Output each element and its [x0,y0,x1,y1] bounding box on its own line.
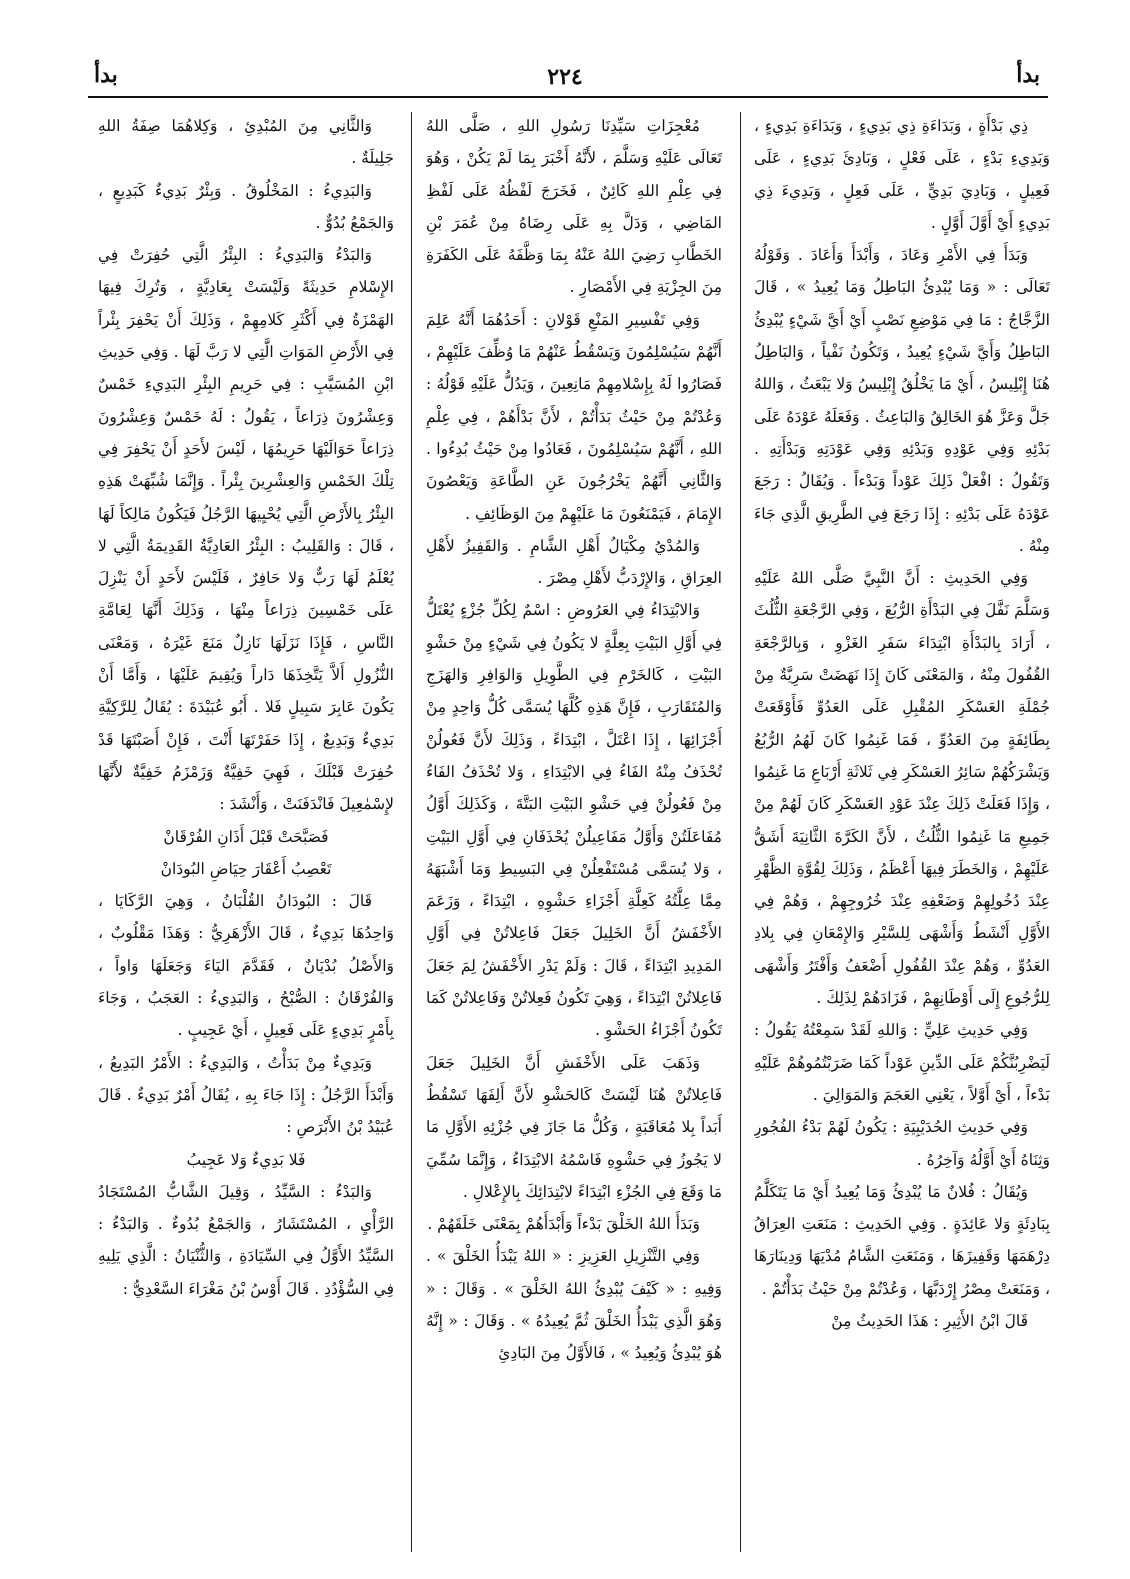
paragraph: وَفِي حَدِيثِ عَلِيٍّ : وَاللهِ لَقَدْ سَمِعْتُهُ يَقُولُ : لَيَضْرِبُنَّكُمْ عَلَى الدِّينِ عَوْداً كَمَا ضَرَبْتُمُوهُمْ عَلَيْهِ بَدْءاً ، أَيْ أَوَّلاً ، يَعْنِي العَجَمَ وَالمَوَالِيَ . [754,1021,1050,1104]
paragraph: وَيُقَالُ : فُلانٌ مَا يُبْدِئُ وَمَا يُعِيدُ أَيْ مَا يَتَكَلَّمُ بِبَادِئَةٍ وَلا عَائِدَةٍ . وَفِي الحَدِيثِ : مَنَعَتِ العِرَاقُ دِرْهَمَهَا وَقَفِيزَهَا ، وَمَنَعَتِ الشَّامُ مُدْيَهَا وَدِينَارَهَا ، وَمَنَعَتْ مِصْرُ إِرْدَبَّهَا ، وَعُدْتُمْ مِنْ حَيْثُ بَدَأْتُمْ . [754,1182,1050,1298]
column-right [754,110,1050,1560]
column-left [98,110,394,1560]
paragraph: وَالابْتِدَاءُ فِي العَرُوضِ : اسْمٌ لِكُلِّ جُزْءٍ يُعْتَلُّ فِي أَوَّلِ البَيْتِ بِعِلَّةٍ لا يَكُونُ فِي شَيْءٍ مِنْ حَشْوِ البَيْتِ ، كَالخَرْمِ فِي الطَّوِيلِ وَالوَافِرِ وَالهَزَجِ وَالمُتَقَارَبِ ، فَإِنَّ هَذِهِ كُلَّهَا يُسَمَّى كُلُّ وَاحِدٍ مِنْ أَجْزَائِهَا ، إِذَا اعْتَلَّ ، ابْتِدَاءً ، وَذَلِكَ لأَنَّ فَعُولُنْ تُحْذَفُ مِنْهُ الفَاءُ فِي الابْتِدَاءِ ، وَلا تُحْذَفُ الفَاءُ مِنْ فَعُولُنْ فِي حَشْوِ البَيْتِ البَتَّةَ ، وَكَذَلِكَ أَوَّلُ مُفَاعَلَتُنْ وَأَوَّلُ مَفَاعِيلُنْ يُحْذَفَانِ فِي أَوَّلِ البَيْتِ ، وَلا يُسَمَّى مُسْتَفْعِلُنْ فِي البَسِيطِ وَمَا أَشْبَهَهُ مِمَّا عِلَّتُهُ كَعِلَّةِ أَجْزَاءِ حَشْوِهِ ، ابْتِدَاءً ، وَزَعَمَ الأَخْفَشُ أَنَّ الخَلِيلَ جَعَلَ فَاعِلاتُنْ فِي أَوَّلِ المَدِيدِ ابْتِدَاءً ، قَالَ : وَلَمْ يَدْرِ الأَخْفَشُ لِمَ جَعَلَ فَاعِلاتُنْ ابْتِدَاءً ، وَهِيَ تَكُونُ فَعِلاتُنْ وَفَاعِلاتُنْ كَمَا تَكُونُ أَجْزَاءُ الحَشْوِ . [426,601,722,1040]
paragraph: وَالبَدْءُ وَالبَدِيءُ : البِئْرُ الَّتِي حُفِرَتْ فِي الإِسْلامِ حَدِيثَةً وَلَيْسَتْ بِعَادِيَّةٍ ، وَتُرِكَ فِيهَا الهَمْزَةُ فِي أَكْثَرِ كَلامِهِمْ ، وَذَلِكَ أَنْ يَحْفِرَ بِئْراً فِي الأَرْضِ المَوَاتِ الَّتِي لا رَبَّ لَهَا . وَفِي حَدِيثِ ابْنِ المُسَيَّبِ : فِي حَرِيمِ البِئْرِ البَدِيءِ خَمْسٌ وَعِشْرُونَ ذِرَاعاً ، يَقُولُ : لَهُ خَمْسٌ وَعِشْرُونَ ذِرَاعاً حَوَالَيْهَا حَرِيمُهَا ، لَيْسَ لأَحَدٍ أَنْ يَحْفِرَ فِي تِلْكَ الخَمْسِ وَالعِشْرِينَ بِئْراً . وَإِنَّمَا شُبِّهَتْ هَذِهِ البِئْرُ بِالأَرْضِ الَّتِي يُحْيِيهَا الرَّجُلُ فَيَكُونُ مَالِكاً لَهَا ، قَالَ : وَالقَلِيبُ : البِئْرُ العَادِيَّةُ القَدِيمَةُ الَّتِي لا يُعْلَمُ لَهَا رَبٌّ وَلا حَافِرٌ ، فَلَيْسَ لأَحَدٍ أَنْ يَنْزِلَ عَلَى خَمْسِينَ ذِرَاعاً مِنْهَا ، وَذَلِكَ أَنَّهَا لِعَامَّةِ النَّاسِ ، فَإِذَا نَزَلَهَا نَازِلٌ مَنَعَ غَيْرَهُ ، وَمَعْنَى النُّزُولِ أَلاَّ يَتَّخِذَهَا دَاراً وَيُقِيمَ عَلَيْهَا ، وَأَمَّا أَنْ يَكُونَ عَابِرَ سَبِيلٍ فَلا . أَبُو عُبَيْدَةَ : يُقَالُ لِلرَّكِيَّةِ بَدِيءٌ وَبَدِيعٌ ، إِذَا حَفَرْتَهَا أَنْتَ ، فَإِنْ أَصَبْتَهَا قَدْ حُفِرَتْ قَبْلَكَ ، فَهِيَ خَفِيَّةٌ وَزَمْزَمُ خَفِيَّةٌ لأَنَّهَا لإِسْمٰعِيلَ فَانْدَفَنَتْ ، وَأَنْشَدَ : [98,246,394,814]
paragraph: قَالَ : البُودَانُ القُلْبَانُ ، وَهِيَ الرَّكَايَا ، وَاحِدُهَا بَدِيءٌ ، قَالَ الأَزْهَرِيُّ : وَهَذَا مَقْلُوبٌ ، وَالأَصْلُ بُدْيَانٌ ، فَقَدَّمَ اليَاءَ وَجَعَلَهَا وَاواً ، وَالفُرْقَانُ : الصُّبْحُ ، وَالبَدِيءُ : العَجَبُ ، وَجَاءَ بِأَمْرٍ بَدِيءٍ عَلَى فَعِيلٍ ، أَيْ عَجِيبٍ . [98,892,394,1040]
column-middle [426,110,722,1560]
verse-line: فَلا بَدِيءٌ وَلا عَجِيبُ [186,1150,306,1169]
paragraph: وَالثَّانِي مِنَ المُبْدِئِ ، وَكِلاهُمَا صِفَةُ اللهِ جَلِيلَةٌ . [98,117,394,168]
column-divider [740,112,741,1552]
paragraph: وَبَدِيءٌ مِنْ بَدَأْتُ ، وَالبَدِيءُ : الأَمْرُ البَدِيعُ ، وَأَبْدَأَ الرَّجُلُ : إِذَا جَاءَ بِهِ ، يُقَالُ أَمْرٌ بَدِيءٌ . قَالَ عُبَيْدُ بْنُ الأَبْرَصِ : [98,1053,394,1137]
paragraph: وَبَدَأَ فِي الأَمْرِ وَعَادَ ، وَأَبْدَأَ وَأَعَادَ . وَقَوْلُهُ تَعَالَى : « وَمَا يُبْدِئُ البَاطِلُ وَمَا يُعِيدُ » ، قَالَ الزَّجَّاجُ : مَا فِي مَوْضِعِ نَصْبٍ أَيْ أَيَّ شَيْءٍ يُبْدِئُ البَاطِلُ وَأَيَّ شَيْءٍ يُعِيدُ ، وَتَكُونُ نَفْياً ، وَالبَاطِلُ هُنَا إِبْلِيسُ ، أَيْ مَا يَخْلُقُ إِبْلِيسُ وَلا يَبْعَثُ ، وَاللهُ جَلَّ وَعَزَّ هُوَ الخَالِقُ وَالبَاعِثُ . وَفَعَلَهُ عَوْدَهُ عَلَى بَدْئِهِ وَفِي عَوْدِهِ وَبَدْئِهِ وَفِي عَوْدَتِهِ وَبَدْأَتِهِ . وَتَقُولُ : افْعَلْ ذَلِكَ عَوْداً وَبَدْءاً . وَيُقَالُ : رَجَعَ عَوْدَهُ عَلَى بَدْئِهِ : إِذَا رَجَعَ فِي الطَّرِيقِ الَّذِي جَاءَ مِنْهُ . [754,246,1050,555]
paragraph: وَالمُدْيُ مِكْيَالُ أَهْلِ الشَّامِ . وَالقَفِيزُ لأَهْلِ العِرَاقِ ، وَالإِرْدَبُّ لأَهْلِ مِصْرَ . [426,536,722,588]
paragraph: وَالبَدْءُ : السَّيِّدُ ، وَقِيلَ الشَّابُّ المُسْتَجَادُ الرَّأْيِ ، المُسْتَشَارُ ، وَالجَمْعُ بُدُوءٌ . وَالبَدْءُ : السَّيِّدُ الأَوَّلُ فِي السِّيَادَةِ ، وَالثُّنْيَانُ : الَّذِي يَلِيهِ فِي السُّؤْدُدِ . قَالَ أَوْسُ بْنُ مَغْرَاءَ السَّعْدِيُّ : [98,1182,394,1298]
paragraph: وَذَهَبَ عَلَى الأَخْفَشِ أَنَّ الخَلِيلَ جَعَلَ فَاعِلاتُنْ هُنَا لَيْسَتْ كَالحَشْوِ لأَنَّ أَلِفَهَا تَسْقُطُ أَبَداً بِلا مُعَاقَبَةٍ ، وَكُلُّ مَا جَازَ فِي جُزْئِهِ الأَوَّلِ مَا لا يَجُوزُ فِي حَشْوِهِ فَاسْمُهُ الابْتِدَاءُ ، وَإِنَّمَا سُمِّيَ مَا وَقَعَ فِي الجُزْءِ ابْتِدَاءً لابْتِدَائِكَ بِالإِعْلالِ . [426,1053,722,1201]
paragraph: وَفِي حَدِيثِ الحُدَيْبِيَةِ : يَكُونُ لَهُمْ بَدْءُ الفُجُورِ وَثِنَاهُ أَيْ أَوَّلُهُ وَآخِرُهُ . [754,1118,1050,1169]
verse-line: تَعْصِبُ أَعْقَارَ حِيَاضِ البُودَانْ [160,859,332,878]
paragraph: وَبَدَأَ اللهُ الخَلْقَ بَدْءاً وَأَبْدَأَهُمْ بِمَعْنَى خَلَقَهُمْ . [427,1215,700,1234]
paragraph: وَفِي التَّنْزِيلِ العَزِيزِ : « اللهُ يَبْدَأُ الخَلْقَ » . وَفِيهِ : « كَيْفَ يُبْدِئُ اللهُ الخَلْقَ » . وَقَالَ : « وَهُوَ الَّذِي يَبْدَأُ الخَلْقَ ثُمَّ يُعِيدُهُ » . وَقَالَ : « إِنَّهُ هُوَ يُبْدِئُ وَيُعِيدُ » ، فَالأَوَّلُ مِنَ البَادِئِ [426,1247,722,1363]
paragraph: مُعْجِزَاتِ سَيِّدِنَا رَسُولِ اللهِ ، صَلَّى اللهُ تَعَالَى عَلَيْهِ وَسَلَّمَ ، لأَنَّهُ أَخْبَرَ بِمَا لَمْ يَكُنْ ، وَهُوَ فِي عِلْمِ اللهِ كَائِنٌ ، فَخَرَجَ لَفْظُهُ عَلَى لَفْظِ المَاضِي ، وَدَلَّ بِهِ عَلَى رِضَاهُ مِنْ عُمَرَ بْنِ الخَطَّابِ رَضِيَ اللهُ عَنْهُ بِمَا وَظَّفَهُ عَلَى الكَفَرَةِ مِنَ الجِزْيَةِ فِي الأَمْصَارِ . [426,117,722,297]
header-right-word: بدأ [1016,62,1040,88]
column-divider [411,112,412,1552]
paragraph: وَفِي تَفْسِيرِ المَنْعِ قَوْلانِ : أَحَدُهُمَا أَنَّهُ عَلِمَ أَنَّهُمْ سَيُسْلِمُونَ وَيَسْقُطُ عَنْهُمْ مَا وُظِّفَ عَلَيْهِمْ ، فَصَارُوا لَهُ بِإِسْلامِهِمْ مَانِعِينَ ، وَيَدُلُّ عَلَيْهِ قَوْلُهُ : وَعُدْتُمْ مِنْ حَيْثُ بَدَأْتُمْ ، لأَنَّ بَدْأَهُمْ ، فِي عِلْمِ اللهِ ، أَنَّهُمْ سَيُسْلِمُونَ ، فَعَادُوا مِنْ حَيْثُ بُدِءُوا . وَالثَّانِي أَنَّهُمْ يَخْرُجُونَ عَنِ الطَّاعَةِ وَيَعْصُونَ الإِمَامَ ، فَيَمْنَعُونَ مَا عَلَيْهِمْ مِنَ الوَظَائِفِ . [426,310,722,523]
paragraph: وَفِي الحَدِيثِ : أَنَّ النَّبِيَّ صَلَّى اللهُ عَلَيْهِ وَسَلَّمَ نَفَّلَ فِي البَدْأَةِ الرُّبُعَ ، وَفِي الرَّجْعَةِ الثُّلُثَ ، أَرَادَ بِالبَدْأَةِ ابْتِدَاءَ سَفَرِ الغَزْوِ ، وَبِالرَّجْعَةِ القُفُولَ مِنْهُ ، وَالمَعْنَى كَانَ إِذَا نَهَضَتْ سَرِيَّةٌ مِنْ جُمْلَةِ العَسْكَرِ المُقْبِلِ عَلَى العَدُوِّ فَأَوْقَعَتْ بِطَائِفَةٍ مِنَ العَدُوِّ ، فَمَا غَنِمُوا كَانَ لَهُمُ الرُّبُعُ وَيَشْرَكُهُمْ سَائِرُ العَسْكَرِ فِي ثَلاثَةِ أَرْبَاعِ مَا غَنِمُوا ، وَإِذَا فَعَلَتْ ذَلِكَ عِنْدَ عَوْدِ العَسْكَرِ كَانَ لَهُمْ مِنْ جَمِيعِ مَا غَنِمُوا الثُّلُثُ ، لأَنَّ الكَرَّةَ الثَّانِيَةَ أَشَقُّ عَلَيْهِمْ ، وَالخَطَرَ فِيهَا أَعْظَمُ ، وَذَلِكَ لِقُوَّةِ الظَّهْرِ عِنْدَ دُخُولِهِمْ وَضَعْفِهِ عِنْدَ خُرُوجِهِمْ ، وَهُمْ فِي الأَوَّلِ أَنْشَطُ وَأَشْهَى لِلسَّيْرِ وَالإِمْعَانِ فِي بِلادِ العَدُوِّ ، وَهُمْ عِنْدَ القُفُولِ أَضْعَفُ وَأَفْتَرُ وَأَشْهَى لِلرُّجُوعِ إِلَى أَوْطَانِهِمْ ، فَزَادَهُمْ لِذَلِكَ . [754,569,1050,1008]
paragraph: ذِي بَدْأَةٍ ، وَبَدَاءَةِ ذِي بَدِيءٍ ، وَبَدَاءَةِ بَدِيءٍ ، وَبَدِيءِ بَدْءٍ ، عَلَى فَعْلٍ ، وَبَادِئَ بَدِيءٍ ، عَلَى فَعِيلٍ ، وَبَادِيَ بَدِيٍّ ، عَلَى فَعِلٍ ، وَبَدِيءَ ذِي بَدِيءٍ أَيْ أَوَّلَ أَوَّلٍ . [754,117,1050,232]
header-left-word: بدأ [94,62,118,88]
verse-line: فَصَبَّحَتْ قَبْلَ أَذَانِ الفُرْقَانْ [163,827,329,846]
header-rule [88,96,1048,98]
paragraph: قَالَ ابْنُ الأَثِيرِ : هَذَا الحَدِيثُ مِنْ [831,1311,1028,1330]
paragraph: وَالبَدِيءُ : المَخْلُوقُ . وَبِئْرٌ بَدِيءٌ كَبَدِيعٍ ، وَالجَمْعُ بُدُوٌّ . [98,181,394,232]
page-number: ٢٢٤ [547,64,583,90]
